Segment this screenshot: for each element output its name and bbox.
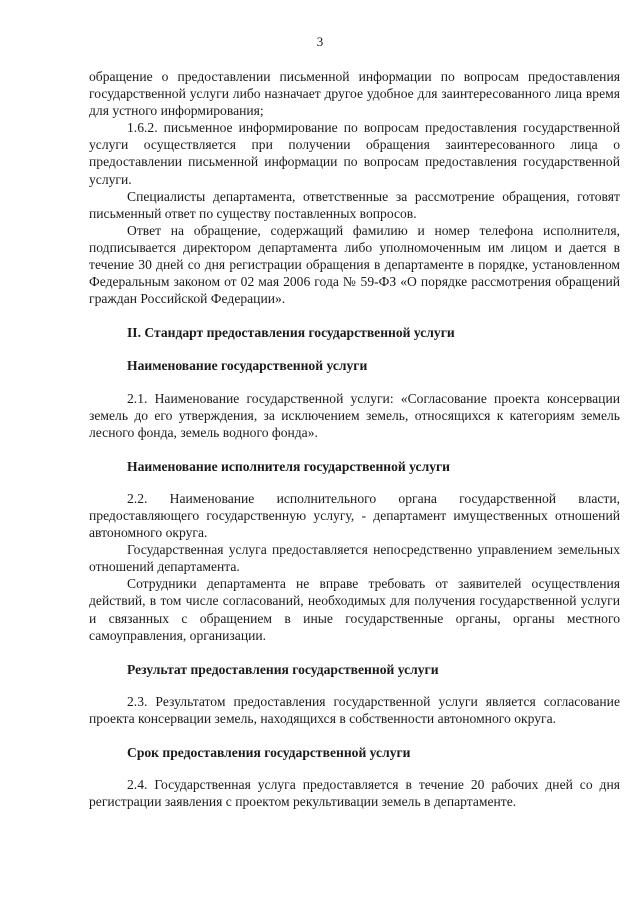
paragraph-employees: Сотрудники департамента не вправе требовать от заявителей осуществления действий, в том числе согласований, необходимых для получения государственной услуги и связанных с обращением в иные государственные органы, органы местного самоуправления, организации. bbox=[89, 576, 620, 643]
paragraph-land-relations: Государственная услуга предоставляется непосредственно управлением земельных отношений департамента. bbox=[89, 542, 620, 575]
subheading-service-result: Результат предоставления государственной услуги bbox=[127, 661, 439, 677]
section-heading-standard: II. Стандарт предоставления государственной услуги bbox=[127, 325, 455, 341]
page-number: 3 bbox=[316, 34, 324, 49]
paragraph-2-2: 2.2. Наименование исполнительного органа государственной власти, предоставляющего государственную услугу, - департамент имущественных отношений автономного округа. bbox=[89, 490, 620, 541]
subheading-service-executor: Наименование исполнителя государственной услуги bbox=[127, 458, 450, 474]
paragraph-1-6-2: 1.6.2. письменное информирование по вопросам предоставления государственной услуги осуществляется при получении обращения заинтересованного лица о предоставлении письменной информации по вопросам предоставления государственной услуги. bbox=[89, 120, 620, 187]
paragraph-response: Ответ на обращение, содержащий фамилию и номер телефона исполнителя, подписывается директором департамента либо уполномоченным им лицом и дается в течение 30 дней со дня регистрации обращения в департаменте в порядке, установленном Федеральным законом от 02 мая 2006 года № 59-ФЗ «О порядке рассмотрения обращений граждан Российской Федерации». bbox=[89, 222, 620, 307]
paragraph-2-4: 2.4. Государственная услуга предоставляется в течение 20 рабочих дней со дня регистрации заявления с проектом рекультивации земель в департаменте. bbox=[89, 777, 620, 810]
paragraph-1-6-1-continuation: обращение о предоставлении письменной информации по вопросам предоставления государственной услуги либо назначает другое удобное для заинтересованного лица время для устного информирования; bbox=[89, 69, 620, 119]
subheading-service-term: Срок предоставления государственной услуги bbox=[127, 745, 411, 760]
document-body bbox=[89, 68, 620, 810]
paragraph-specialists: Специалисты департамента, ответственные за рассмотрение обращения, готовят письменный ответ по существу поставленных вопросов. bbox=[89, 188, 620, 221]
paragraph-2-1: 2.1. Наименование государственной услуги: «Согласование проекта консервации земель до его утверждения, за исключением земель, относящихся к категориям земель лесного фонда, земель водного фонда». bbox=[89, 390, 620, 440]
subheading-service-name: Наименование государственной услуги bbox=[127, 358, 368, 374]
paragraph-2-3: 2.3. Результатом предоставления государственной услуги является согласование проекта консервации земель, находящихся в собственности автономного округа. bbox=[89, 693, 620, 726]
